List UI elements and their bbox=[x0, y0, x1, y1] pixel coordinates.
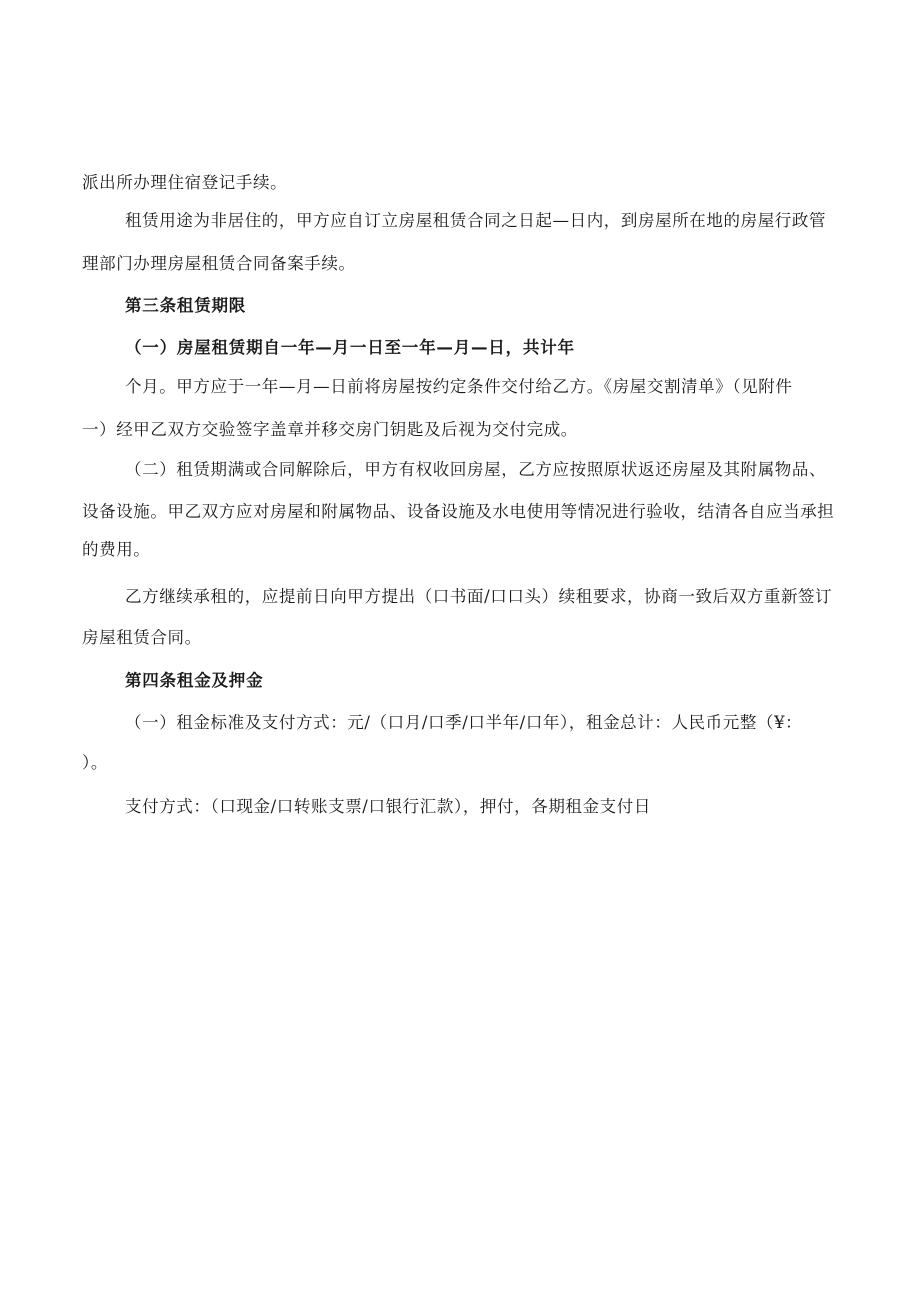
paragraph-line: 一）经甲乙双方交验签字盖章并移交房门钥匙及后视为交付完成。 bbox=[82, 420, 578, 439]
paragraph-line: 个月。甲方应于一年—月—日前将房屋按约定条件交付给乙方。《房屋交割清单》（见附件 bbox=[125, 377, 793, 396]
paragraph-line: 租赁用途为非居住的，甲方应自订立房屋租赁合同之日起—日内，到房屋所在地的房屋行政管 bbox=[125, 211, 827, 230]
paragraph-line: 设备设施。甲乙双方应对房屋和附属物品、设备设施及水电使用等情况进行验收，结清各自应当承担 bbox=[82, 502, 835, 521]
paragraph-line: 房屋租赁合同。 bbox=[82, 628, 202, 647]
paragraph-line: 乙方继续承租的，应提前日向甲方提出（口书面/口口头）续租要求，协商一致后双方重新签订 bbox=[125, 587, 833, 606]
paragraph-line: ）。 bbox=[82, 753, 108, 772]
paragraph-line: 理部门办理房屋租赁合同备案手续。 bbox=[82, 254, 356, 273]
paragraph-line: （二）租赁期满或合同解除后，甲方有权收回房屋，乙方应按照原状返还房屋及其附属物品、 bbox=[125, 460, 827, 479]
paragraph-line: 派出所办理住宿登记手续。 bbox=[82, 173, 288, 192]
paragraph-line: 的费用。 bbox=[82, 540, 151, 559]
paragraph-line: 支付方式：（口现金/口转账支票/口银行汇款），押付，各期租金支付日 bbox=[125, 797, 651, 816]
paragraph-line: （一）租金标准及支付方式：元/（口月/口季/口半年/口年），租金总计：人民币元整（¥： bbox=[125, 713, 803, 732]
clause-heading: （一）房屋租赁期自一年—月一日至一年—月—日，共计年 bbox=[125, 338, 575, 357]
section-heading-article-4: 第四条租金及押金 bbox=[125, 671, 264, 690]
section-heading-article-3: 第三条租赁期限 bbox=[125, 296, 247, 315]
